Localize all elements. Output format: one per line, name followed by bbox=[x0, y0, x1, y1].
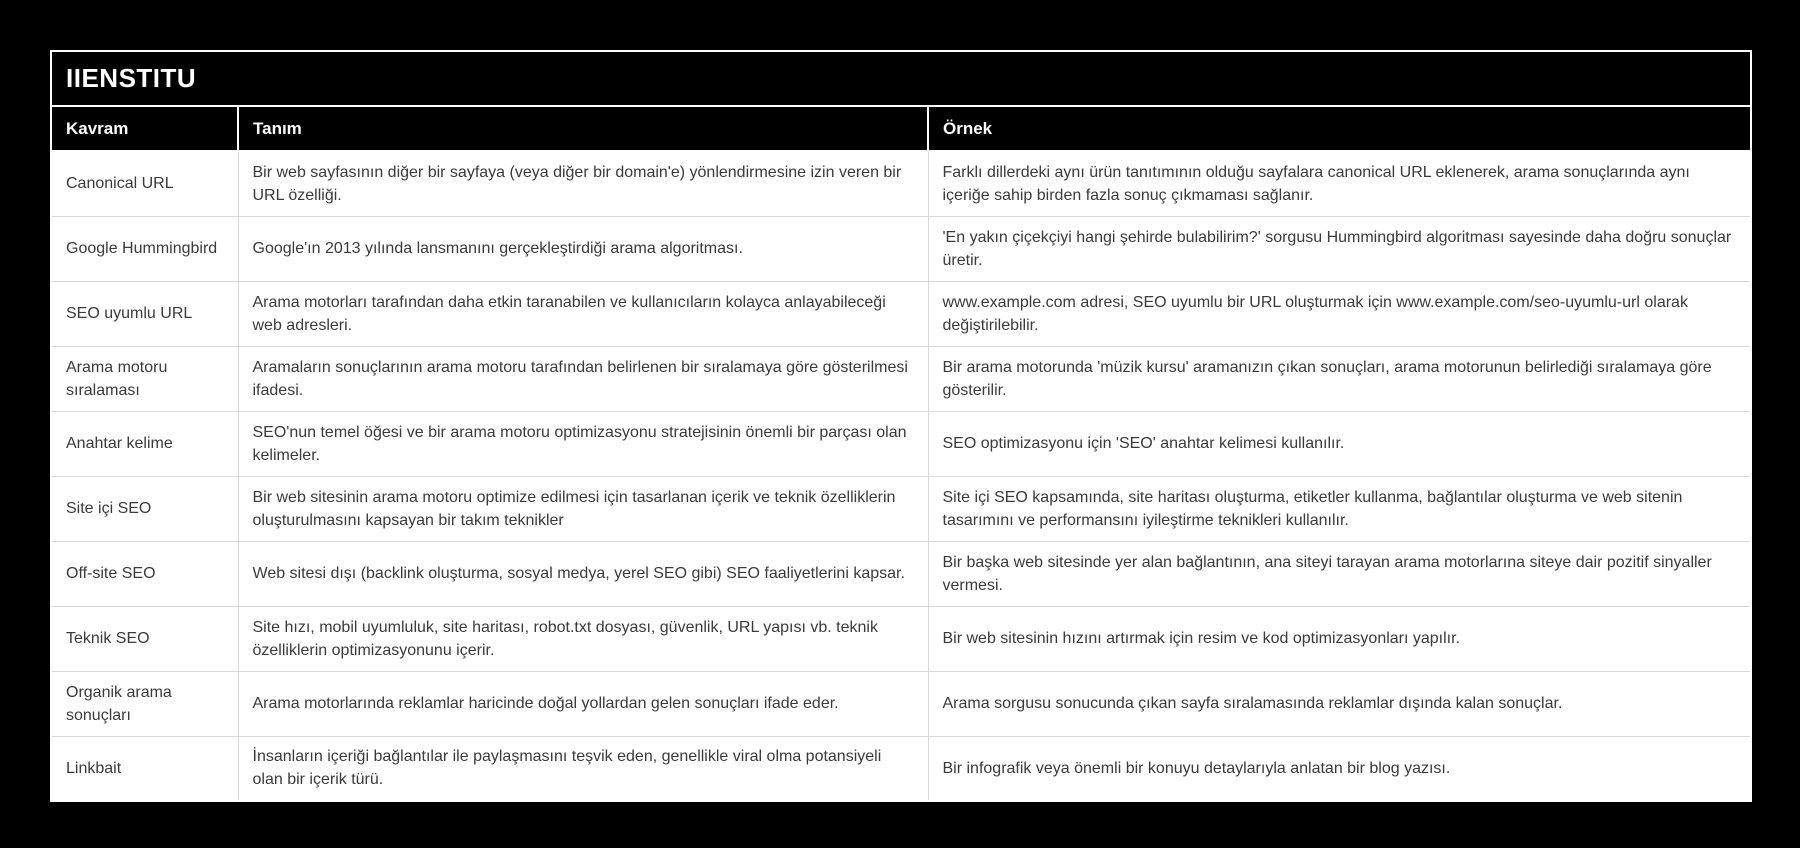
table-row bbox=[51, 216, 1751, 281]
cell-ornek: Arama sorgusu sonucunda çıkan sayfa sıralamasında reklamlar dışında kalan sonuçlar. bbox=[928, 671, 1751, 736]
table-row bbox=[51, 476, 1751, 541]
cell-ornek: Bir infografik veya önemli bir konuyu detaylarıyla anlatan bir blog yazısı. bbox=[928, 736, 1751, 801]
cell-tanim: Web sitesi dışı (backlink oluşturma, sosyal medya, yerel SEO gibi) SEO faaliyetlerini kapsar. bbox=[238, 541, 928, 606]
table-header-row bbox=[51, 106, 1751, 151]
cell-ornek: Bir başka web sitesinde yer alan bağlantının, ana siteyi tarayan arama motorlarına siteye dair pozitif sinyaller vermesi. bbox=[928, 541, 1751, 606]
table-row bbox=[51, 541, 1751, 606]
table-row bbox=[51, 671, 1751, 736]
cell-tanim: Bir web sitesinin arama motoru optimize edilmesi için tasarlanan içerik ve teknik özelliklerin oluşturulmasını kapsayan bir takım teknikler bbox=[238, 476, 928, 541]
cell-kavram: Organik arama sonuçları bbox=[51, 671, 238, 736]
cell-kavram: Linkbait bbox=[51, 736, 238, 801]
cell-kavram: Off-site SEO bbox=[51, 541, 238, 606]
table-row bbox=[51, 281, 1751, 346]
cell-kavram: Site içi SEO bbox=[51, 476, 238, 541]
column-header-kavram: Kavram bbox=[51, 106, 238, 151]
cell-tanim: Bir web sayfasının diğer bir sayfaya (veya diğer bir domain'e) yönlendirmesine izin veren bir URL özelliği. bbox=[238, 151, 928, 216]
cell-ornek: Bir arama motorunda 'müzik kursu' aramanızın çıkan sonuçları, arama motorunun belirlediği sıralamaya göre gösterilir. bbox=[928, 346, 1751, 411]
cell-ornek: Site içi SEO kapsamında, site haritası oluşturma, etiketler kullanma, bağlantılar oluşturma ve web sitenin tasarımını ve performansını iyileştirme teknikleri kullanılır. bbox=[928, 476, 1751, 541]
cell-tanim: Aramaların sonuçlarının arama motoru tarafından belirlenen bir sıralamaya göre gösterilmesi ifadesi. bbox=[238, 346, 928, 411]
table-row bbox=[51, 736, 1751, 801]
cell-ornek: Bir web sitesinin hızını artırmak için resim ve kod optimizasyonları yapılır. bbox=[928, 606, 1751, 671]
cell-tanim: Arama motorları tarafından daha etkin taranabilen ve kullanıcıların kolayca anlayabileceği web adresleri. bbox=[238, 281, 928, 346]
cell-ornek: Farklı dillerdeki aynı ürün tanıtımının olduğu sayfalara canonical URL eklenerek, arama sonuçlarında aynı içeriğe sahip birden fazla sonuç çıkmaması sağlanır. bbox=[928, 151, 1751, 216]
cell-ornek: 'En yakın çiçekçiyi hangi şehirde bulabilirim?' sorgusu Hummingbird algoritması sayesinde daha doğru sonuçlar üretir. bbox=[928, 216, 1751, 281]
cell-tanim: Google'ın 2013 yılında lansmanını gerçekleştirdiği arama algoritması. bbox=[238, 216, 928, 281]
table-row bbox=[51, 606, 1751, 671]
cell-ornek: www.example.com adresi, SEO uyumlu bir URL oluşturmak için www.example.com/seo-uyumlu-url olarak değiştirilebilir. bbox=[928, 281, 1751, 346]
table-body bbox=[51, 151, 1751, 801]
table-row bbox=[51, 151, 1751, 216]
table-row bbox=[51, 346, 1751, 411]
cell-tanim: İnsanların içeriği bağlantılar ile paylaşmasını teşvik eden, genellikle viral olma potansiyeli olan bir içerik türü. bbox=[238, 736, 928, 801]
cell-tanim: SEO'nun temel öğesi ve bir arama motoru optimizasyonu stratejisinin önemli bir parçası olan kelimeler. bbox=[238, 411, 928, 476]
cell-kavram: Anahtar kelime bbox=[51, 411, 238, 476]
cell-kavram: Canonical URL bbox=[51, 151, 238, 216]
table-title: IIENSTITU bbox=[51, 51, 1751, 106]
cell-kavram: SEO uyumlu URL bbox=[51, 281, 238, 346]
cell-kavram: Arama motoru sıralaması bbox=[51, 346, 238, 411]
cell-kavram: Teknik SEO bbox=[51, 606, 238, 671]
seo-glossary-table bbox=[50, 50, 1752, 802]
cell-tanim: Arama motorlarında reklamlar haricinde doğal yollardan gelen sonuçları ifade eder. bbox=[238, 671, 928, 736]
table-row bbox=[51, 411, 1751, 476]
column-header-tanim: Tanım bbox=[238, 106, 928, 151]
cell-ornek: SEO optimizasyonu için 'SEO' anahtar kelimesi kullanılır. bbox=[928, 411, 1751, 476]
cell-tanim: Site hızı, mobil uyumluluk, site haritası, robot.txt dosyası, güvenlik, URL yapısı vb. teknik özelliklerin optimizasyonunu içerir. bbox=[238, 606, 928, 671]
table-title-row bbox=[51, 51, 1751, 106]
column-header-ornek: Örnek bbox=[928, 106, 1751, 151]
cell-kavram: Google Hummingbird bbox=[51, 216, 238, 281]
